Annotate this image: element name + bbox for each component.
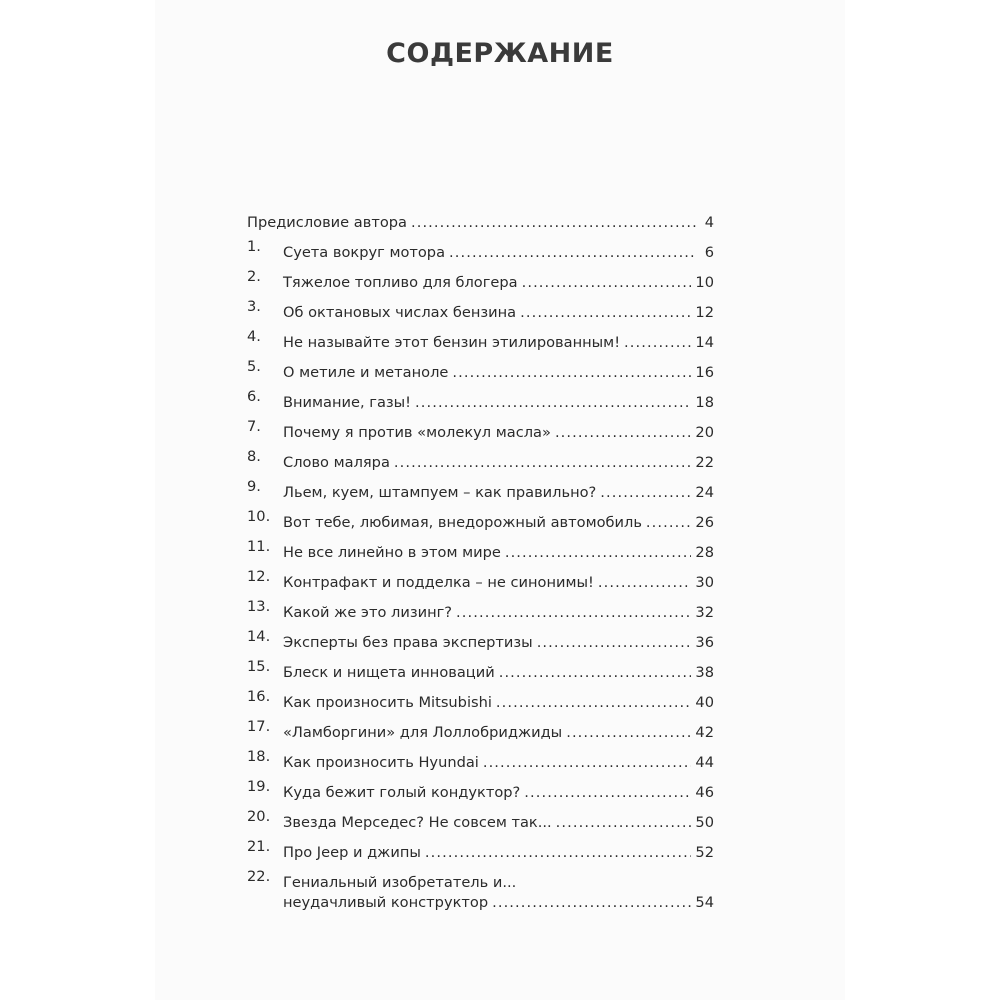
toc-entry-page: 4	[704, 214, 714, 231]
leader-dots	[483, 753, 692, 773]
toc-entry-title: Как произносить Hyundai	[283, 754, 479, 771]
toc-entry-title: Про Jeep и джипы	[283, 844, 421, 861]
toc-entry	[247, 743, 714, 773]
toc-entry-page: 46	[695, 784, 714, 801]
toc-entry-page: 28	[695, 544, 714, 561]
toc-entry-title: Гениальный изобретатель и...	[283, 874, 517, 891]
toc-entry	[247, 383, 714, 413]
toc-entry	[247, 563, 714, 593]
toc-entry-title: Какой же это лизинг?	[283, 604, 453, 621]
toc-entry	[247, 293, 714, 323]
toc-entry-number: 20.	[247, 808, 271, 825]
toc-entry-number: 14.	[247, 628, 271, 645]
toc-entry-number: 8.	[247, 448, 261, 465]
toc-entry-title: Не все линейно в этом мире	[283, 544, 501, 561]
toc-entry	[247, 593, 714, 623]
toc-entry-page: 38	[695, 664, 714, 681]
toc-entry	[247, 413, 714, 443]
toc-entry-title: «Ламборгини» для Лоллобриджиды	[283, 724, 563, 741]
leader-dots	[555, 423, 691, 443]
toc-entry-number: 17.	[247, 718, 271, 735]
toc-entry-number: 2.	[247, 268, 261, 285]
toc-entry-page: 24	[695, 484, 714, 501]
leader-dots	[452, 363, 691, 383]
toc-entry-number: 11.	[247, 538, 271, 555]
page-title: СОДЕРЖАНИЕ	[386, 38, 614, 69]
toc-entry-page: 50	[695, 814, 714, 831]
toc-entry-number: 13.	[247, 598, 271, 615]
leader-dots	[598, 573, 692, 593]
toc-entry-page: 6	[704, 244, 714, 261]
toc-entry	[247, 353, 714, 383]
toc-entry-number: 1.	[247, 238, 261, 255]
toc-entry-title: Блеск и нищета инноваций	[283, 664, 495, 681]
toc-entry-number: 6.	[247, 388, 261, 405]
toc-entry-page: 52	[695, 844, 714, 861]
toc-entry-number: 22.	[247, 868, 271, 885]
toc-entry-page: 40	[695, 694, 714, 711]
leader-dots	[505, 543, 692, 563]
toc-entry	[247, 623, 714, 653]
toc-entry-page: 14	[695, 334, 714, 351]
toc-entry	[247, 323, 714, 353]
toc-entry-title: Об октановых числах бензина	[283, 304, 517, 321]
leader-dots	[492, 893, 691, 913]
leader-dots	[496, 693, 692, 713]
leader-dots	[646, 513, 692, 533]
toc-entry-number: 18.	[247, 748, 271, 765]
leader-dots	[456, 603, 691, 623]
leader-dots	[499, 663, 692, 683]
toc-entry	[247, 683, 714, 713]
toc-entry-page: 36	[695, 634, 714, 651]
leader-dots	[537, 633, 692, 653]
toc-entry-title: Льем, куем, штампуем – как правильно?	[283, 484, 597, 501]
toc-entry-page: 44	[695, 754, 714, 771]
toc-entry	[247, 533, 714, 563]
toc-entry-number: 12.	[247, 568, 271, 585]
toc-entry	[247, 473, 714, 503]
leader-dots	[600, 483, 691, 503]
toc-entry	[247, 863, 714, 913]
leader-dots	[415, 393, 691, 413]
toc-entry-title: Эксперты без права экспертизы	[283, 634, 533, 651]
toc-entry-title: Куда бежит голый кондуктор?	[283, 784, 521, 801]
toc-entry-title: Внимание, газы!	[283, 394, 412, 411]
toc-entry	[247, 443, 714, 473]
toc-entry-page: 20	[695, 424, 714, 441]
toc-entry	[247, 773, 714, 803]
toc-entry	[247, 653, 714, 683]
toc-entry-number: 10.	[247, 508, 271, 525]
toc-entry-title: Предисловие автора	[247, 214, 407, 231]
leader-dots	[624, 333, 691, 353]
toc-entry-number: 3.	[247, 298, 261, 315]
toc-entry-number: 4.	[247, 328, 261, 345]
toc-entry-page: 32	[695, 604, 714, 621]
toc-entry-title: Почему я против «молекул масла»	[283, 424, 551, 441]
toc-entry	[247, 713, 714, 743]
toc-entry-title: О метиле и метаноле	[283, 364, 449, 381]
toc-entry-number: 9.	[247, 478, 261, 495]
toc-entry	[247, 833, 714, 863]
toc-entry	[247, 803, 714, 833]
toc-entry-title: Тяжелое топливо для блогера	[283, 274, 518, 291]
toc-entry-title: Вот тебе, любимая, внедорожный автомобиль	[283, 514, 642, 531]
toc-entry-page: 18	[695, 394, 714, 411]
toc-entry-title: Не называйте этот бензин этилированным!	[283, 334, 621, 351]
toc-entry-preface	[247, 203, 714, 233]
toc-entry-page: 26	[695, 514, 714, 531]
toc-entry	[247, 233, 714, 263]
toc-entry	[247, 263, 714, 293]
toc-entry-title: Как произносить Mitsubishi	[283, 694, 492, 711]
toc-entry-title: Контрафакт и подделка – не синонимы!	[283, 574, 594, 591]
toc-entry-page: 54	[695, 894, 714, 911]
toc-entry-number: 5.	[247, 358, 261, 375]
toc-entry-number: 7.	[247, 418, 261, 435]
toc-entry-number: 19.	[247, 778, 271, 795]
leader-dots	[524, 783, 691, 803]
toc-entry-page: 12	[695, 304, 714, 321]
leader-dots	[522, 273, 692, 293]
toc-entry-title: Слово маляра	[283, 454, 390, 471]
toc-entry-page: 10	[695, 274, 714, 291]
leader-dots	[425, 843, 692, 863]
toc-entry-number: 16.	[247, 688, 271, 705]
leader-dots	[449, 243, 696, 263]
leader-dots	[394, 453, 692, 473]
toc-entry-page: 22	[695, 454, 714, 471]
toc-entry-page: 30	[695, 574, 714, 591]
toc-entry-page: 16	[695, 364, 714, 381]
toc-entry-title: Звезда Мерседес? Не совсем так...	[283, 814, 552, 831]
toc-entry-page: 42	[695, 724, 714, 741]
leader-dots	[556, 813, 692, 833]
leader-dots	[566, 723, 691, 743]
toc-entry-title-continued: неудачливый конструктор	[283, 894, 489, 911]
leader-dots	[411, 213, 696, 233]
leader-dots	[520, 303, 691, 323]
table-of-contents	[247, 203, 714, 913]
toc-entry-number: 15.	[247, 658, 271, 675]
toc-entry	[247, 503, 714, 533]
toc-entry-number: 21.	[247, 838, 271, 855]
toc-entry-title: Суета вокруг мотора	[283, 244, 446, 261]
